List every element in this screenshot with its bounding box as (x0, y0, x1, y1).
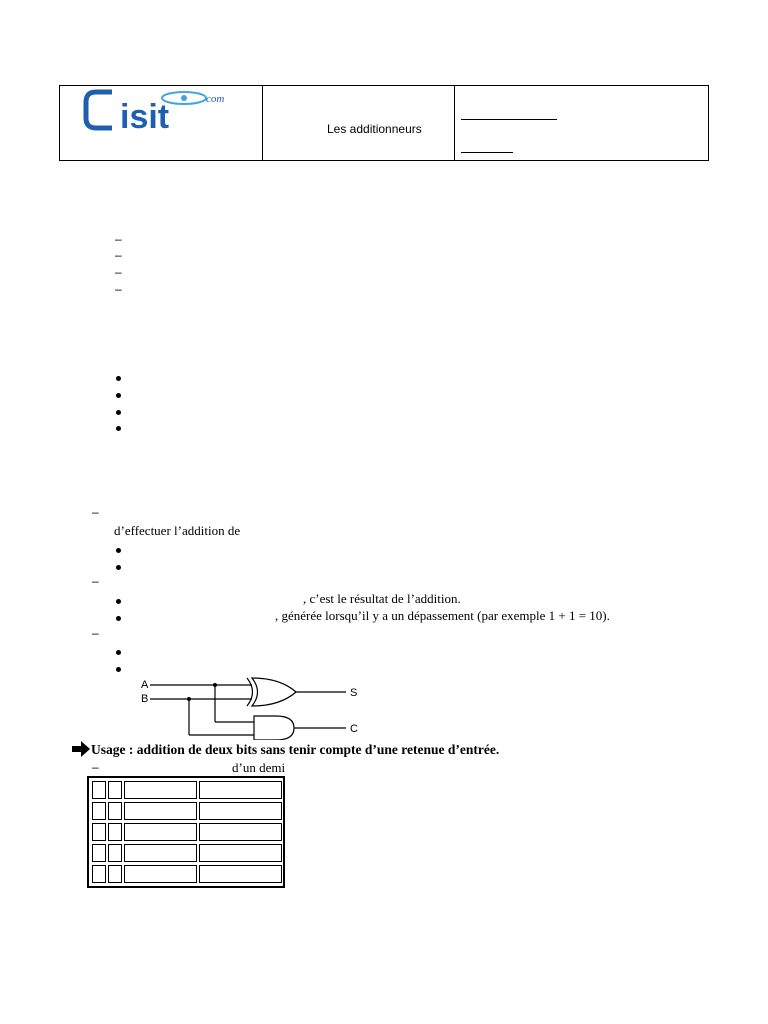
dash-marker: – (92, 760, 99, 774)
table-cell (199, 802, 282, 820)
table-cell (108, 823, 122, 841)
header-blank-line-1 (461, 119, 557, 120)
carry-description: , générée lorsqu’il y a un dépassement (par exemple 1 + 1 = 10). (275, 608, 610, 623)
dash-marker: – (115, 282, 122, 296)
table-cell (199, 844, 282, 862)
isit-logo (82, 88, 242, 132)
table-cell (124, 781, 197, 799)
logo-text: isit (120, 98, 170, 132)
output-s-label: S (350, 687, 358, 699)
table-cell (124, 844, 197, 862)
sum-description: , c’est le résultat de l’addition. (303, 591, 461, 606)
dash-marker: – (92, 626, 99, 640)
bullet-marker (116, 393, 121, 398)
table-cell (108, 802, 122, 820)
bullet-marker (116, 650, 121, 655)
usage-line (72, 741, 499, 758)
table-cell (124, 823, 197, 841)
table-cell (199, 781, 282, 799)
table-cell (92, 865, 106, 883)
table-cell (124, 802, 197, 820)
arrow-right-icon (72, 741, 90, 757)
logo-cell (60, 86, 263, 160)
dash-marker: – (92, 505, 99, 519)
bullet-marker (116, 599, 121, 604)
logo-sup: com (206, 93, 225, 105)
table-cell (199, 865, 282, 883)
bullet-marker (116, 565, 121, 570)
dash-marker: – (115, 265, 122, 279)
table-cell (92, 781, 106, 799)
truth-table-caption: d’un demi (232, 760, 286, 775)
output-c-label: C (350, 723, 358, 735)
title-cell (263, 86, 455, 160)
table-cell (108, 865, 122, 883)
intro-text: d’effectuer l’addition de (114, 523, 241, 538)
table-cell (124, 865, 197, 883)
table-cell (108, 844, 122, 862)
bullet-marker (116, 667, 121, 672)
dash-marker: – (92, 574, 99, 588)
table-cell (92, 823, 106, 841)
bullet-marker (116, 376, 121, 381)
table-cell (92, 844, 106, 862)
bullet-marker (116, 548, 121, 553)
bullet-marker (116, 616, 121, 621)
input-a-label: A (141, 679, 149, 691)
bullet-marker (116, 426, 121, 431)
header-blank-line-2 (461, 152, 513, 153)
table-cell (92, 802, 106, 820)
input-b-label: B (141, 693, 149, 705)
header-table (59, 85, 709, 161)
bullet-marker (116, 410, 121, 415)
table-cell (199, 823, 282, 841)
dash-marker: – (115, 248, 122, 262)
half-adder-circuit (140, 674, 370, 740)
truth-table (87, 776, 285, 888)
document-title: Les additionneurs (327, 122, 422, 136)
dash-marker: – (115, 232, 122, 246)
usage-text: Usage : addition de deux bits sans tenir compte d’une retenue d’entrée. (91, 742, 500, 757)
table-cell (108, 781, 122, 799)
